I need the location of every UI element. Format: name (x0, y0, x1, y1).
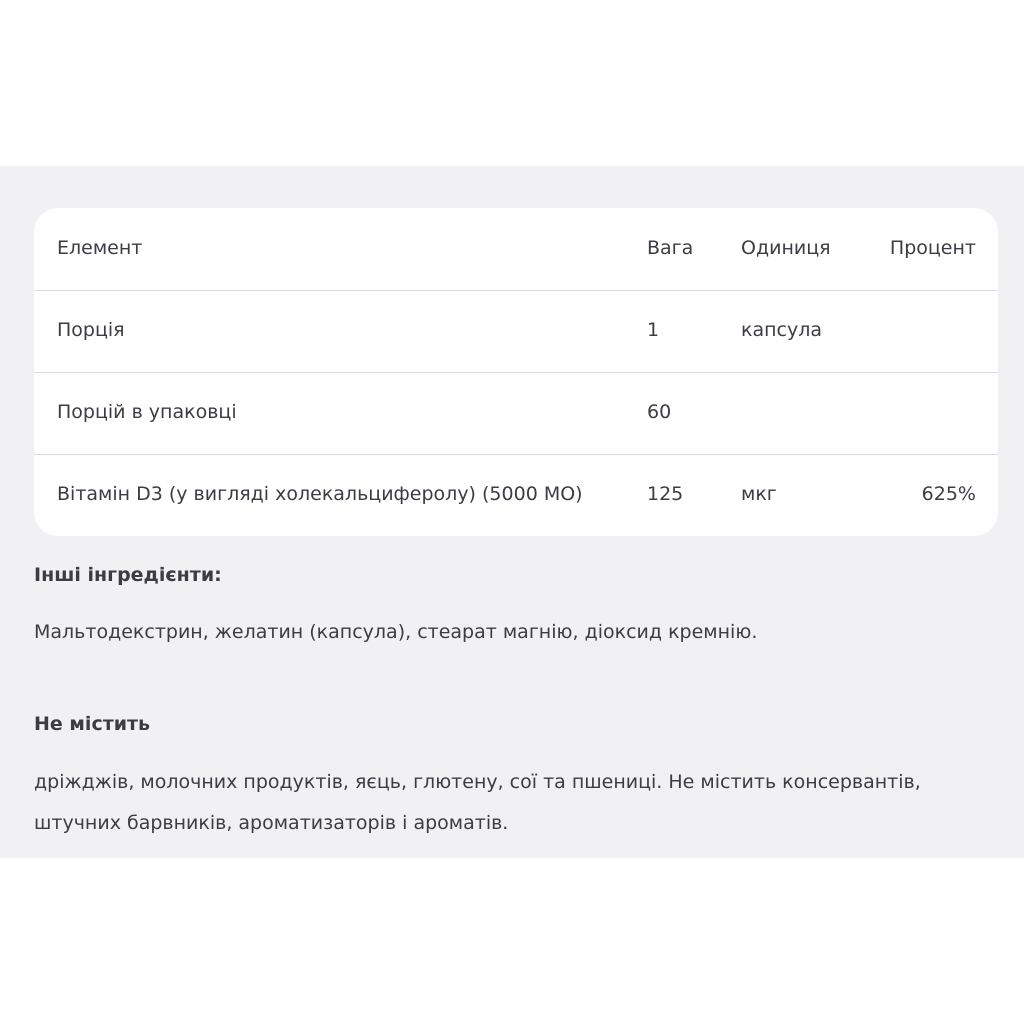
table-row (34, 290, 998, 371)
free-from-line: дріжджів, молочних продуктів, яєць, глютену, сої та пшениці. Не містить консервантів, (34, 771, 921, 793)
cell-unit: капсула (741, 319, 823, 341)
other-ingredients-text: Мальтодекстрин, желатин (капсула), стеарат магнію, діоксид кремнію. (34, 621, 758, 643)
header-element: Елемент (57, 237, 143, 259)
free-from-text (34, 762, 921, 844)
table-row (34, 372, 998, 453)
nutrition-table (34, 208, 998, 536)
cell-element: Вітамін D3 (у вигляді холекальциферолу) (5000 МО) (57, 483, 583, 505)
header-unit: Одиниця (741, 237, 831, 259)
cell-weight: 125 (647, 483, 684, 505)
header-percent: Процент (889, 237, 976, 259)
cell-element: Порція (57, 319, 125, 341)
cell-weight: 60 (647, 401, 672, 423)
free-from-heading: Не містить (34, 713, 151, 735)
cell-percent: 625% (921, 483, 976, 505)
cell-element: Порцій в упаковці (57, 401, 237, 423)
cell-unit: мкг (741, 483, 777, 505)
table-row (34, 454, 998, 535)
other-ingredients-heading: Інші інгредієнти: (34, 564, 222, 586)
table-header-row (34, 208, 998, 289)
header-weight: Вага (647, 237, 694, 259)
free-from-line: штучних барвників, ароматизаторів і ароматів. (34, 812, 509, 834)
cell-weight: 1 (647, 319, 660, 341)
